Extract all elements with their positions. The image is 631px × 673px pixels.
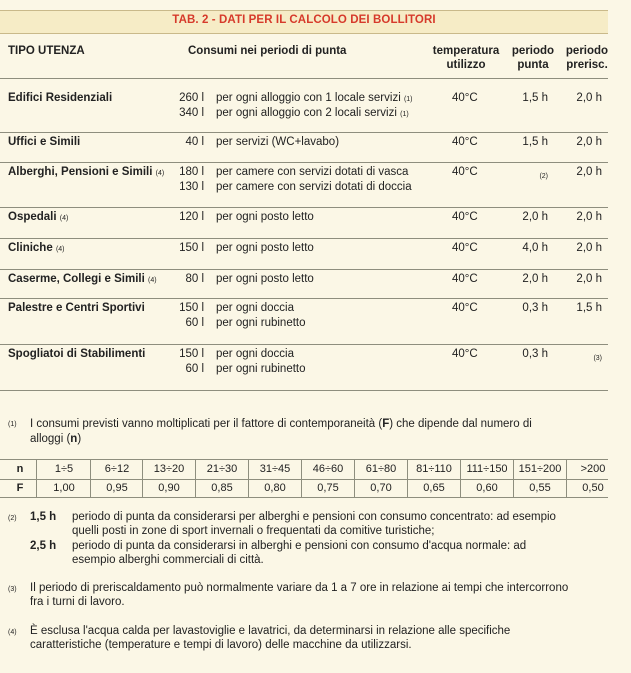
preheat-period-value: 2,0 h	[576, 136, 602, 148]
preheat-period-value: 2,0 h	[576, 166, 602, 178]
factor-column-divider	[566, 460, 567, 497]
row-type-label: Ospedali (4)	[8, 211, 69, 223]
factor-f-value: 0,70	[370, 482, 392, 494]
description-note-mark: (1)	[400, 111, 409, 118]
factor-f-value: 0,95	[106, 482, 128, 494]
consumption-quantity: 340 l	[179, 107, 204, 119]
factor-n-value: 21÷30	[206, 463, 238, 475]
preheat-period-value: 2,0 h	[576, 273, 602, 285]
temperature-value: 40°C	[452, 273, 478, 285]
peak-period-value: 2,0 h	[522, 211, 548, 223]
row-note-mark: (4)	[59, 215, 69, 222]
note-2-b-line2: esempio alberghi commerciali di città.	[72, 554, 264, 566]
row-separator	[0, 132, 608, 133]
factor-column-divider	[90, 460, 91, 497]
factor-n-value: 111÷150	[466, 463, 508, 475]
factor-column-divider	[460, 460, 461, 497]
factor-n-value: 46÷60	[312, 463, 344, 475]
factor-f-value: 0,65	[423, 482, 445, 494]
temperature-value: 40°C	[452, 92, 478, 104]
consumption-description: per ogni rubinetto	[216, 317, 306, 329]
temperature-value: 40°C	[452, 136, 478, 148]
description-note-mark: (1)	[403, 96, 413, 103]
factor-column-divider	[513, 460, 514, 497]
factor-n-value: 81÷110	[416, 463, 452, 475]
row-separator	[0, 269, 608, 270]
factor-column-divider	[195, 460, 196, 497]
note-2-b-line1: periodo di punta da considerarsi in alberghi e pensioni con consumo d'acqua normale: ad	[72, 540, 527, 552]
header-periodo-punta: periodo punta	[511, 45, 555, 71]
peak-period-value: 1,5 h	[522, 136, 548, 148]
factor-f-value: 0,80	[264, 482, 286, 494]
temperature-value: 40°C	[452, 302, 478, 314]
factor-column-divider	[407, 460, 408, 497]
table-title: TAB. 2 - DATI PER IL CALCOLO DEI BOLLITORI	[172, 14, 436, 26]
consumption-description: per ogni alloggio con 1 locale servizi (1)	[216, 92, 413, 104]
consumption-description: per ogni posto letto	[216, 211, 314, 223]
factor-label-divider	[36, 460, 37, 497]
row-separator	[0, 207, 608, 208]
note-2-a-line2: quelli posti in zone di sport invernali o frequentati da comitive turistiche;	[72, 525, 435, 537]
factor-f-value: 0,50	[582, 482, 604, 494]
row-separator	[0, 238, 608, 239]
factor-n-value: 151÷200	[518, 463, 562, 475]
consumption-description: per ogni doccia	[216, 302, 294, 314]
note-1-mark: (1)	[8, 421, 17, 428]
row-type-label: Uffici e Simili	[8, 136, 81, 148]
consumption-quantity: 150 l	[179, 348, 204, 360]
consumption-description: per camere con servizi dotati di vasca	[216, 166, 409, 178]
header-periodo-prerisc: periodo prerisc.	[565, 45, 609, 71]
row-type-label: Alberghi, Pensioni e Simili (4)	[8, 166, 165, 178]
consumption-quantity: 40 l	[185, 136, 204, 148]
row-type-label: Palestre e Centri Sportivi	[8, 302, 145, 314]
note-3-line1: Il periodo di preriscaldamento può normalmente variare da 1 a 7 ore in relazione ai tempi che intercorrono	[30, 582, 569, 594]
factor-n-value: 13÷20	[153, 463, 185, 475]
preheat-period-value: 2,0 h	[576, 92, 602, 104]
factor-n-value: >200	[580, 463, 606, 475]
factor-n-value: 1÷5	[54, 463, 74, 475]
consumption-description: per ogni doccia	[216, 348, 294, 360]
note-2-label-b: 2,5 h	[30, 540, 57, 552]
factor-n-label: n	[16, 463, 24, 475]
factor-column-divider	[354, 460, 355, 497]
consumption-description: per ogni alloggio con 2 locali servizi (1)	[216, 107, 409, 119]
row-type-label: Cliniche (4)	[8, 242, 65, 254]
preheat-period-value: (3)	[593, 355, 602, 362]
consumption-description: per servizi (WC+lavabo)	[216, 136, 340, 148]
header-tipo: TIPO UTENZA	[8, 45, 85, 57]
preheat-period-value: 1,5 h	[576, 302, 602, 314]
row-note-mark: (4)	[55, 246, 65, 253]
peak-period-value: 0,3 h	[522, 348, 548, 360]
peak-period-value: 1,5 h	[522, 92, 548, 104]
factor-column-divider	[142, 460, 143, 497]
peak-period-value: 0,3 h	[522, 302, 548, 314]
factor-column-divider	[301, 460, 302, 497]
consumption-quantity: 180 l	[179, 166, 204, 178]
consumption-quantity: 150 l	[179, 302, 204, 314]
note-1: I consumi previsti vanno moltiplicati per il fattore di contemporaneità (F) che dipende dal numero di	[30, 418, 532, 430]
consumption-quantity: 60 l	[185, 363, 204, 375]
factor-f-value: 1,00	[53, 482, 75, 494]
note-4-line1: È esclusa l'acqua calda per lavastoviglie e lavatrici, da determinarsi in relazione alle specifiche	[30, 625, 511, 637]
note-4-line2: caratteristiche (temperature e tempi di lavoro) delle macchine da utilizzarsi.	[30, 639, 412, 651]
consumption-description: per ogni posto letto	[216, 273, 314, 285]
temperature-value: 40°C	[452, 242, 478, 254]
consumption-description: per ogni rubinetto	[216, 363, 306, 375]
consumption-quantity: 60 l	[185, 317, 204, 329]
factor-column-divider	[248, 460, 249, 497]
peak-period-value: 2,0 h	[522, 273, 548, 285]
factor-table-mid-rule	[0, 479, 608, 480]
factor-f-value: 0,85	[211, 482, 233, 494]
consumption-quantity: 120 l	[179, 211, 204, 223]
row-separator	[0, 344, 608, 345]
temperature-value: 40°C	[452, 166, 478, 178]
factor-table-bottom-rule	[0, 497, 608, 498]
row-note-mark: (4)	[155, 170, 165, 177]
preheat-period-value: 2,0 h	[576, 211, 602, 223]
note-3-mark: (3)	[8, 586, 17, 593]
factor-n-value: 6÷12	[104, 463, 130, 475]
factor-f-value: 0,60	[476, 482, 498, 494]
header-temperatura: temperatura utilizzo	[432, 45, 500, 71]
peak-period-value: (2)	[539, 173, 548, 180]
row-separator	[0, 162, 608, 163]
note-4-mark: (4)	[8, 629, 17, 636]
header-consumi: Consumi nei periodi di punta	[188, 45, 347, 57]
note-3-line2: fra i turni di lavoro.	[30, 596, 125, 608]
temperature-value: 40°C	[452, 211, 478, 223]
factor-table-top-rule	[0, 459, 608, 460]
row-note-mark: (4)	[147, 277, 157, 284]
consumption-quantity: 260 l	[179, 92, 204, 104]
row-type-label: Edifici Residenziali	[8, 92, 113, 104]
consumption-description: per ogni posto letto	[216, 242, 314, 254]
consumption-quantity: 150 l	[179, 242, 204, 254]
row-separator	[0, 298, 608, 299]
factor-f-value: 0,90	[158, 482, 180, 494]
factor-f-label: F	[16, 482, 24, 494]
note-2-a-line1: periodo di punta da considerarsi per alberghi e pensioni con consumo concentrato: ad esempio	[72, 511, 556, 523]
factor-n-value: 61÷80	[365, 463, 397, 475]
header-rule	[0, 78, 608, 79]
table-bottom-rule	[0, 390, 608, 391]
consumption-quantity: 80 l	[185, 273, 204, 285]
note-2-label-a: 1,5 h	[30, 511, 57, 523]
preheat-period-value: 2,0 h	[576, 242, 602, 254]
peak-period-value: 4,0 h	[522, 242, 548, 254]
title-bar	[0, 10, 608, 34]
factor-f-value: 0,55	[529, 482, 551, 494]
row-type-label: Spogliatoi di Stabilimenti	[8, 348, 146, 360]
note-1-line2: alloggi (n)	[30, 433, 82, 445]
note-2-mark: (2)	[8, 515, 17, 522]
consumption-description: per camere con servizi dotati di doccia	[216, 181, 412, 193]
factor-n-value: 31÷45	[259, 463, 291, 475]
temperature-value: 40°C	[452, 348, 478, 360]
factor-f-value: 0,75	[317, 482, 339, 494]
row-type-label: Caserme, Collegi e Simili (4)	[8, 273, 157, 285]
consumption-quantity: 130 l	[179, 181, 204, 193]
